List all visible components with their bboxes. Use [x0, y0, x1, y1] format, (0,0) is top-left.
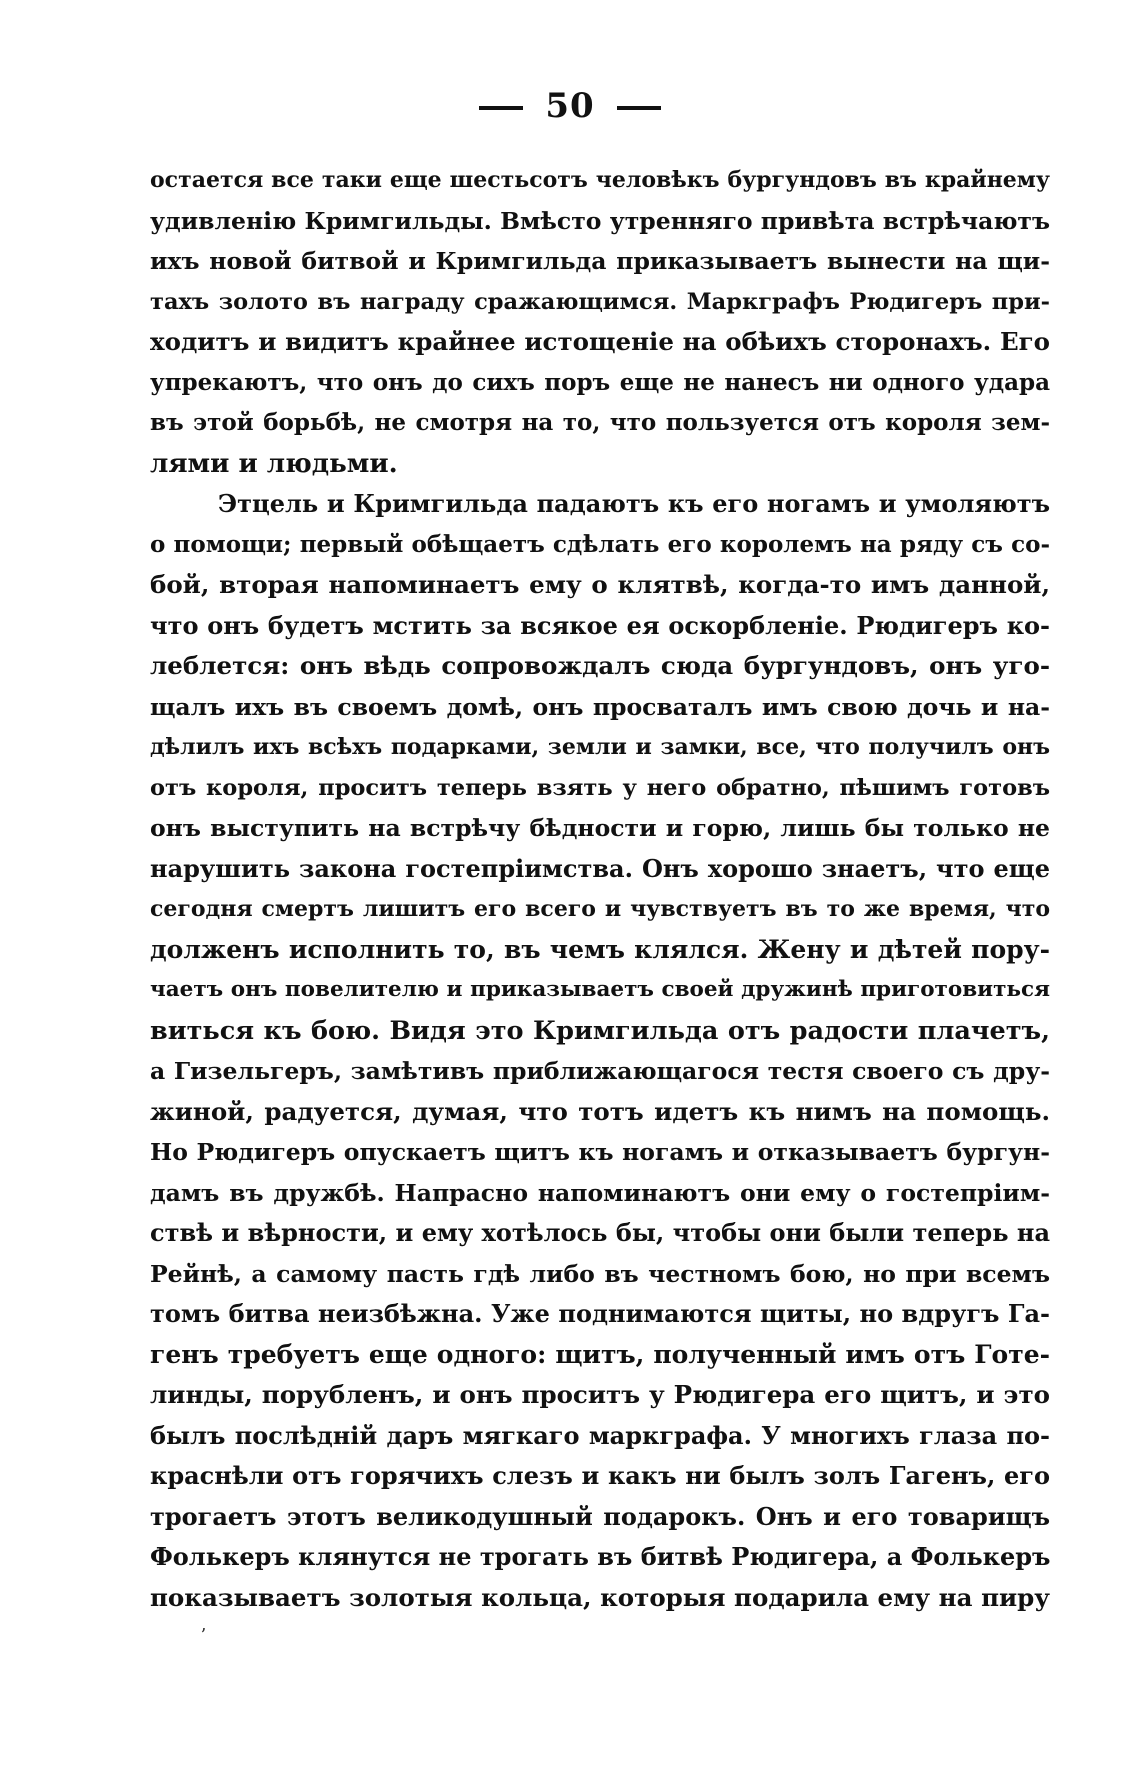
text-line: дѣлилъ ихъ всѣхъ подарками, земли и замки, все, что получилъ онъ [150, 734, 1050, 760]
text-line: виться къ бою. Видя это Кримгильда отъ радости плачетъ, [150, 1015, 1050, 1046]
text-line: Рейнѣ, а самому пасть гдѣ либо въ честномъ бою, но при всемъ [150, 1259, 1050, 1288]
text-line: Фолькеръ клянутся не трогать въ битвѣ Рюдигера, а Фолькеръ [150, 1542, 1051, 1571]
text-line: генъ требуетъ еще одного: щитъ, полученный имъ отъ Готе- [150, 1339, 1050, 1369]
text-line: ихъ новой битвой и Кримгильда приказываетъ вынести на щи- [150, 247, 1050, 275]
text-line: жиной, радуется, думая, что тотъ идетъ къ нимъ на помощь. [150, 1096, 1050, 1126]
stray-print-mark: ʼ [200, 1625, 206, 1646]
text-line: остается все таки еще шестьсотъ человѣкъ бургундовъ въ крайнему [150, 167, 1050, 193]
text-line: а Гизельгеръ, замѣтивъ приближающагося тестя своего съ дру- [150, 1057, 1050, 1085]
right-dash [617, 106, 661, 110]
text-line: въ этой борьбѣ, не смотря на то, что пользуется отъ короля зем- [150, 409, 1050, 436]
text-line: лями и людьми. [150, 448, 398, 479]
text-line: удивленію Кримгильды. Вмѣсто утренняго привѣта встрѣчаютъ [150, 206, 1050, 235]
text-line: долженъ исполнить то, въ чемъ клялся. Жену и дѣтей пору- [150, 934, 1050, 964]
text-line: трогаетъ этотъ великодушный подарокъ. Онъ и его товарищъ [150, 1501, 1050, 1531]
text-line: что онъ будетъ мстить за всякое ея оскорбленіе. Рюдигеръ ко- [150, 610, 1050, 640]
text-line: о помощи; первый обѣщаетъ сдѣлать его королемъ на ряду съ со- [150, 530, 1050, 558]
text-line: онъ выступить на встрѣчу бѣдности и горю, лишь бы только не [150, 814, 1050, 842]
page-header [0, 86, 1140, 126]
left-dash [479, 106, 523, 110]
text-line: дамъ въ дружбѣ. Напрасно напоминаютъ они ему о гостепріим- [150, 1178, 1050, 1207]
text-line: чаетъ онъ повелителю и приказываетъ своей дружинѣ приготовиться [150, 977, 1050, 1002]
text-line: отъ короля, проситъ теперь взять у него обратно, пѣшимъ готовъ [150, 774, 1050, 801]
paragraph-first-line: Этцель и Кримгильда падаютъ къ его ногамъ и умоляютъ [218, 489, 1050, 518]
text-line: ходитъ и видитъ крайнее истощеніе на обѣихъ сторонахъ. Его [150, 327, 1050, 356]
page-body-text [150, 160, 1050, 1618]
text-line: Но Рюдигеръ опускаетъ щитъ къ ногамъ и отказываетъ бургун- [150, 1138, 1050, 1166]
text-line: тахъ золото въ награду сражающимся. Маркграфъ Рюдигеръ при- [150, 288, 1050, 315]
text-line: ствѣ и вѣрности, и ему хотѣлось бы, чтобы они были теперь на [150, 1218, 1050, 1247]
text-line: краснѣли отъ горячихъ слезъ и какъ ни былъ золъ Гагенъ, его [150, 1461, 1050, 1490]
text-line: нарушить закона гостепріимства. Онъ хорошо знаетъ, что еще [150, 853, 1050, 883]
text-line: бой, вторая напоминаетъ ему о клятвѣ, когда-то имъ данной, [150, 570, 1050, 599]
text-line: линды, порубленъ, и онъ проситъ у Рюдигера его щитъ, и это [150, 1380, 1050, 1409]
text-line: показываетъ золотыя кольца, которыя подарила ему на пиру [150, 1582, 1050, 1612]
text-line: былъ послѣдній даръ мягкаго маркграфа. У многихъ глаза по- [150, 1420, 1050, 1450]
text-line: леблется: онъ вѣдь сопровождалъ сюда бургундовъ, онъ уго- [150, 651, 1050, 680]
text-line: сегодня смертъ лишитъ его всего и чувствуетъ въ то же время, что [150, 896, 1050, 922]
text-line: щалъ ихъ въ своемъ домѣ, онъ просваталъ имъ свою дочь и на- [150, 692, 1050, 721]
text-line: томъ битва неизбѣжна. Уже поднимаются щиты, но вдругъ Га- [150, 1299, 1050, 1328]
text-line: упрекаютъ, что онъ до сихъ поръ еще не нанесъ ни одного удара [150, 368, 1050, 396]
page-number: 50 [545, 86, 595, 126]
